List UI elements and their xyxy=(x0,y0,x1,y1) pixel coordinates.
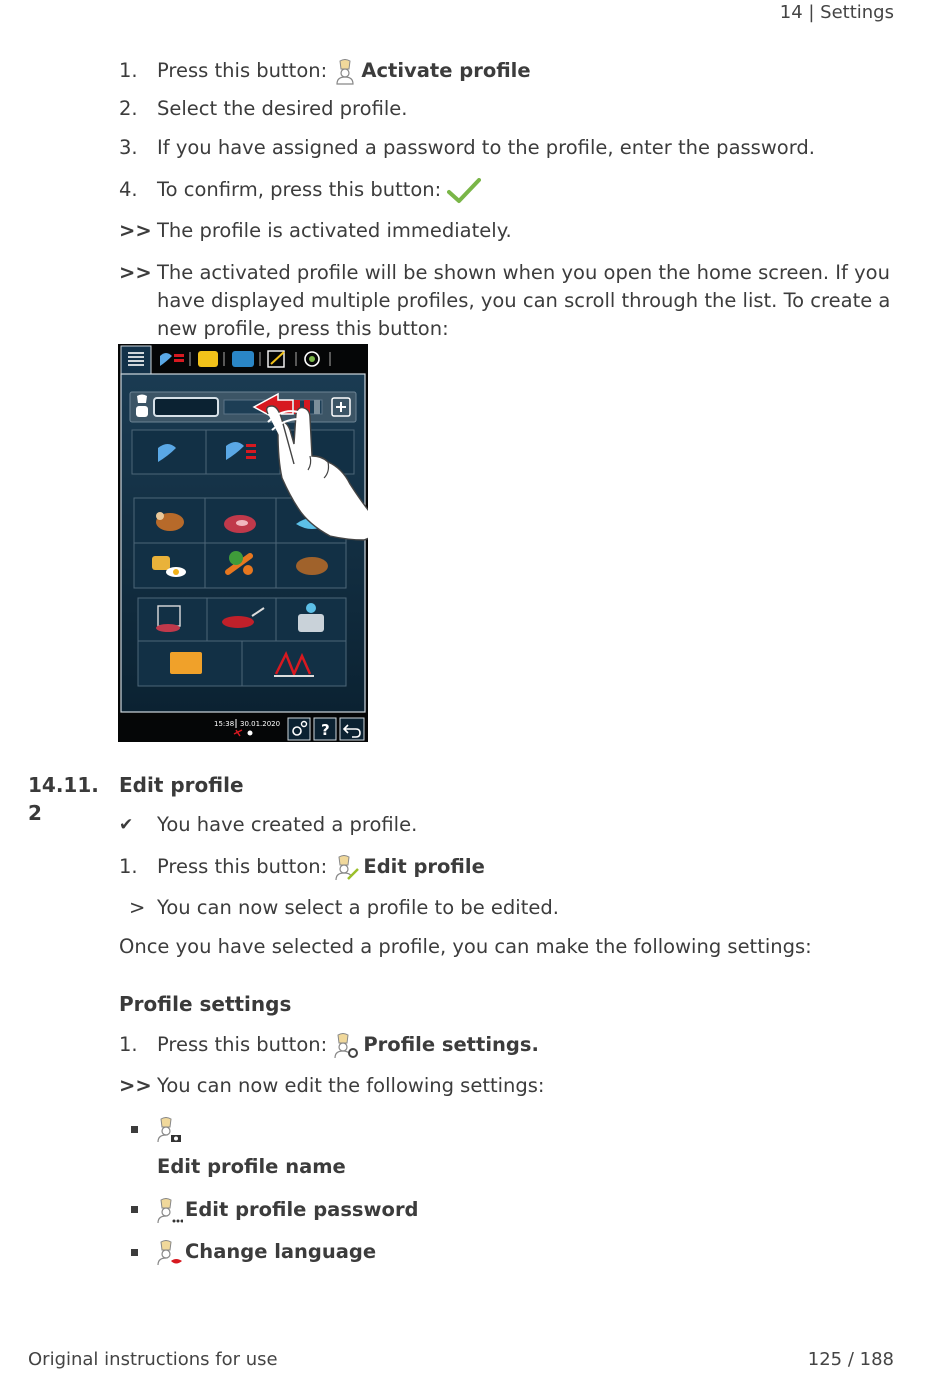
chef-profile-icon xyxy=(333,59,357,85)
step-1-profile-settings: Press this button: Profile settings. xyxy=(157,1031,539,1059)
step-1-activate: Press this button: Activate profile xyxy=(157,57,531,85)
device-date: 30.01.2020 xyxy=(240,720,281,728)
result-marker: >> xyxy=(119,219,152,242)
result-marker: >> xyxy=(119,1074,152,1097)
back-button-icon xyxy=(340,718,364,740)
bread-icon xyxy=(296,557,328,575)
baking-icon xyxy=(170,652,202,674)
step-marker: 1. xyxy=(119,59,138,82)
settings-intro-paragraph: Once you have selected a profile, you can make the following settings: xyxy=(119,935,812,958)
settings-button-icon xyxy=(288,718,310,740)
tab-favorites-icon xyxy=(198,351,218,367)
chef-gear-icon xyxy=(333,1033,359,1059)
help-glyph: ? xyxy=(321,721,330,739)
result-marker: >> xyxy=(119,261,152,284)
tab-list-icon xyxy=(121,346,151,374)
section-title: Edit profile xyxy=(119,773,244,797)
list-bullet xyxy=(131,1206,138,1213)
tab-ichefs-icon xyxy=(305,352,319,366)
step-marker: 4. xyxy=(119,178,138,201)
meat-icon xyxy=(224,515,256,533)
network-icon xyxy=(248,731,253,736)
chef-camera-icon xyxy=(157,1117,183,1143)
status-icon-red xyxy=(234,730,242,736)
add-profile-icon xyxy=(332,398,350,416)
result-select-profile: You can now select a profile to be edited. xyxy=(157,896,559,919)
result-edit-settings: You can now edit the following settings: xyxy=(157,1074,545,1097)
page-header: 14 | Settings xyxy=(779,2,894,23)
chef-lips-icon xyxy=(157,1240,183,1266)
device-screen-graphic xyxy=(118,344,368,742)
device-screenshot xyxy=(118,344,368,742)
step-2-activate: Select the desired profile. xyxy=(157,97,408,120)
profile-slot-active xyxy=(154,398,218,416)
tab-intelligent-cooking-icon xyxy=(160,353,184,366)
setting-change-language: Change language xyxy=(157,1238,376,1266)
tab-manual-icon xyxy=(232,351,254,367)
tab-edit-icon xyxy=(268,351,284,367)
list-bullet xyxy=(131,1249,138,1256)
setting-edit-profile-name: Edit profile name xyxy=(157,1155,346,1178)
precondition-text: You have created a profile. xyxy=(157,813,418,836)
page-number: 125 / 188 xyxy=(807,1349,894,1370)
precondition-check-icon: ✔ xyxy=(119,815,134,835)
chef-password-icon xyxy=(157,1198,183,1224)
step-1-edit-profile: Press this button: Edit profile xyxy=(157,853,485,881)
setting-edit-profile-password: Edit profile password xyxy=(157,1196,419,1224)
list-bullet xyxy=(131,1126,138,1133)
device-time: 15:38 xyxy=(214,720,235,728)
result-marker: > xyxy=(129,896,146,919)
chef-edit-icon xyxy=(333,855,359,881)
step-marker: 1. xyxy=(119,855,138,878)
step-3-activate: If you have assigned a password to the profile, enter the password. xyxy=(157,136,815,159)
result-activated: The profile is activated immediately. xyxy=(157,219,512,242)
step-marker: 2. xyxy=(119,97,138,120)
step-marker: 3. xyxy=(119,136,138,159)
profile-settings-heading: Profile settings xyxy=(119,992,292,1016)
footer-text: Original instructions for use xyxy=(28,1349,278,1370)
result-home-screen: The activated profile will be shown when you open the home screen. If you have displayed multiple profiles, you can scroll through the list. To create a new profile, press this button: xyxy=(157,261,891,340)
section-number: 14.11. 2 xyxy=(28,773,99,825)
step-marker: 1. xyxy=(119,1033,138,1056)
checkmark-icon xyxy=(447,178,481,204)
step-4-activate: To confirm, press this button: xyxy=(157,176,485,204)
